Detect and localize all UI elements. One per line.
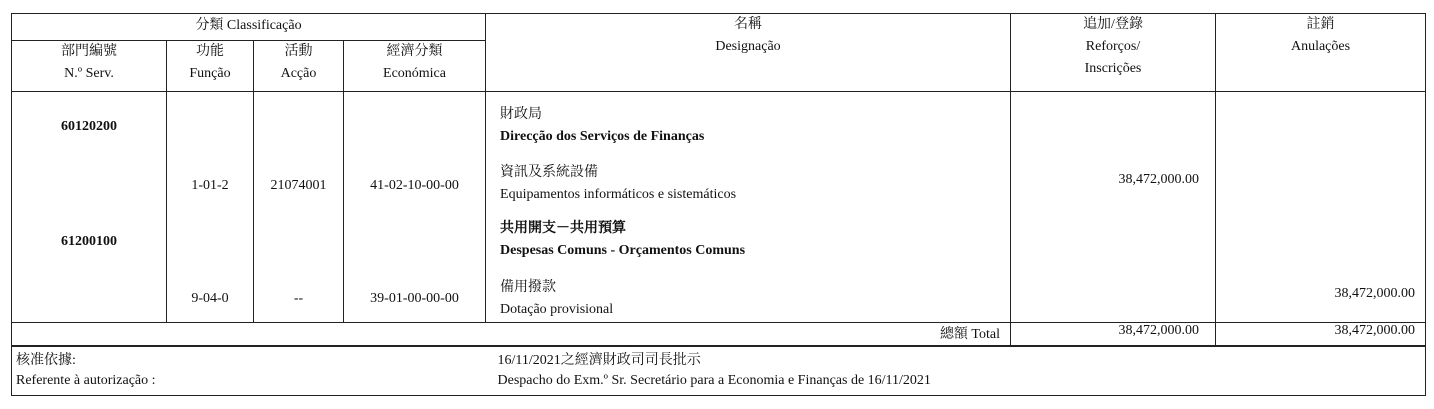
total-reinforcements: 38,472,000.00 xyxy=(1011,323,1216,346)
designation-entry: 資訊及系統設備 Equipamentos informáticos e sistemáticos xyxy=(500,165,737,202)
action-header: 活動 Acção xyxy=(254,41,344,92)
total-label: 總額 Total xyxy=(12,323,1011,346)
dept-header: 部門編號 N.º Serv. xyxy=(12,41,167,92)
dept-code: 60120200 xyxy=(61,119,117,134)
function-code: 1-01-2 xyxy=(191,178,229,193)
authorization-footer xyxy=(11,346,1426,396)
classification-header: 分類 Classificação xyxy=(12,14,486,41)
designation-entry: 共用開支－共用預算 Despesas Comuns - Orçamentos Comuns xyxy=(500,221,746,258)
cancellations-header: 註銷 Anulações xyxy=(1216,14,1426,92)
total-cancellations: 38,472,000.00 xyxy=(1216,323,1426,346)
reinforcements-header: 追加/登錄 Reforços/ Inscrições xyxy=(1011,14,1216,92)
designation-header: 名稱 Designação xyxy=(486,14,1011,92)
action-column xyxy=(254,92,344,323)
reinforcements-column xyxy=(1011,92,1216,323)
reinforcement-amount: 38,472,000.00 xyxy=(1118,172,1200,187)
function-code: 9-04-0 xyxy=(191,291,229,306)
dept-column xyxy=(12,92,167,323)
budget-table xyxy=(11,13,1426,346)
authorization-basis: 核准依據: Referente à autorização : xyxy=(12,347,486,396)
designation-column xyxy=(486,92,1011,323)
function-column xyxy=(167,92,254,323)
economic-column xyxy=(344,92,486,323)
action-code: 21074001 xyxy=(270,178,327,193)
economic-header: 經濟分類 Económica xyxy=(344,41,486,92)
function-header: 功能 Função xyxy=(167,41,254,92)
designation-entry: 備用撥款 Dotação provisional xyxy=(500,280,614,317)
action-code: -- xyxy=(293,291,304,306)
economic-code: 39-01-00-00-00 xyxy=(370,291,459,306)
economic-code: 41-02-10-00-00 xyxy=(370,178,459,193)
cancellations-column xyxy=(1216,92,1426,323)
authorization-order: 16/11/2021之經濟財政司司長批示 Despacho do Exm.º Sr. Secretário para a Economia e Finanças de 16/11/2021 xyxy=(486,347,1426,396)
dept-code: 61200100 xyxy=(61,234,117,249)
designation-entry: 財政局 Direcção dos Serviços de Finanças xyxy=(500,107,705,144)
cancellation-amount: 38,472,000.00 xyxy=(1334,286,1416,301)
